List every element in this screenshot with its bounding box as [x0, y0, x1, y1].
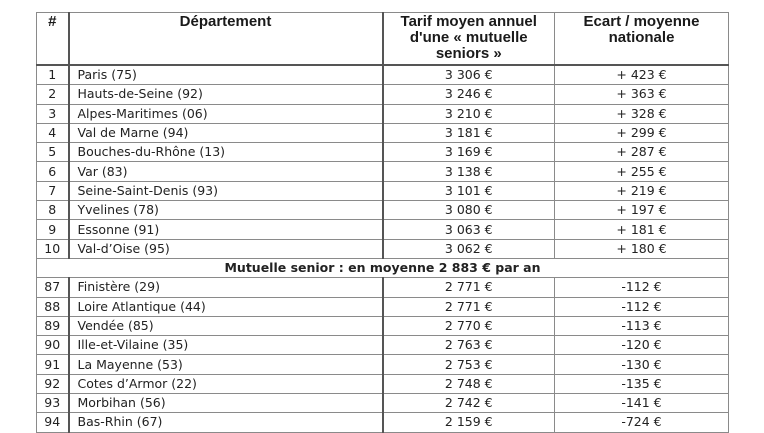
department-cell: Vendée (85)	[69, 316, 383, 335]
tariff-cell: 3 063 €	[383, 220, 555, 239]
gap-cell: + 197 €	[555, 201, 729, 220]
table-row	[37, 143, 729, 162]
department-cell: Essonne (91)	[69, 220, 383, 239]
header-gap: Ecart / moyenne nationale	[555, 13, 729, 66]
table-row	[37, 123, 729, 142]
national-average-label: Mutuelle senior : en moyenne 2 883 € par an	[37, 258, 729, 277]
gap-cell: -724 €	[555, 413, 729, 432]
gap-cell: + 328 €	[555, 104, 729, 123]
gap-cell: + 363 €	[555, 85, 729, 104]
rank-cell: 90	[37, 336, 69, 355]
tariff-cell: 2 742 €	[383, 394, 555, 413]
gap-cell: -141 €	[555, 394, 729, 413]
table-row	[37, 239, 729, 258]
rank-cell: 4	[37, 123, 69, 142]
table-row	[37, 65, 729, 85]
department-cell: Bouches-du-Rhône (13)	[69, 143, 383, 162]
table-row	[37, 374, 729, 393]
department-cell: La Mayenne (53)	[69, 355, 383, 374]
gap-cell: -135 €	[555, 374, 729, 393]
gap-cell: -112 €	[555, 278, 729, 297]
rank-cell: 7	[37, 181, 69, 200]
department-cell: Yvelines (78)	[69, 201, 383, 220]
department-cell: Hauts-de-Seine (92)	[69, 85, 383, 104]
department-cell: Val de Marne (94)	[69, 123, 383, 142]
department-cell: Var (83)	[69, 162, 383, 181]
table-row	[37, 336, 729, 355]
gap-cell: -120 €	[555, 336, 729, 355]
rank-cell: 2	[37, 85, 69, 104]
tariff-cell: 2 771 €	[383, 297, 555, 316]
rank-cell: 89	[37, 316, 69, 335]
bottom-rows	[37, 278, 729, 432]
rank-cell: 88	[37, 297, 69, 316]
table-row	[37, 355, 729, 374]
gap-cell: -113 €	[555, 316, 729, 335]
rank-cell: 93	[37, 394, 69, 413]
gap-cell: + 423 €	[555, 65, 729, 85]
department-cell: Ille-et-Vilaine (35)	[69, 336, 383, 355]
tariff-cell: 3 210 €	[383, 104, 555, 123]
department-cell: Morbihan (56)	[69, 394, 383, 413]
gap-cell: + 219 €	[555, 181, 729, 200]
rank-cell: 94	[37, 413, 69, 432]
national-average-row	[37, 258, 729, 277]
tariff-cell: 3 062 €	[383, 239, 555, 258]
table-header-row	[37, 13, 729, 66]
top-rows	[37, 65, 729, 258]
tariff-cell: 2 763 €	[383, 336, 555, 355]
table-row	[37, 85, 729, 104]
table-row	[37, 181, 729, 200]
table-row	[37, 297, 729, 316]
tariff-cell: 3 181 €	[383, 123, 555, 142]
department-cell: Seine-Saint-Denis (93)	[69, 181, 383, 200]
table-row	[37, 413, 729, 432]
department-cell: Paris (75)	[69, 65, 383, 85]
rank-cell: 10	[37, 239, 69, 258]
gap-cell: + 287 €	[555, 143, 729, 162]
gap-cell: + 299 €	[555, 123, 729, 142]
tariff-cell: 3 169 €	[383, 143, 555, 162]
rank-cell: 87	[37, 278, 69, 297]
gap-cell: -112 €	[555, 297, 729, 316]
rank-cell: 91	[37, 355, 69, 374]
header-department: Département	[69, 13, 383, 66]
rank-cell: 8	[37, 201, 69, 220]
table-row	[37, 394, 729, 413]
tariff-cell: 2 159 €	[383, 413, 555, 432]
tariff-cell: 3 306 €	[383, 65, 555, 85]
table-row	[37, 162, 729, 181]
rank-cell: 6	[37, 162, 69, 181]
department-cell: Cotes d’Armor (22)	[69, 374, 383, 393]
tariff-cell: 3 101 €	[383, 181, 555, 200]
tariff-cell: 3 246 €	[383, 85, 555, 104]
rank-cell: 5	[37, 143, 69, 162]
department-cell: Bas-Rhin (67)	[69, 413, 383, 432]
gap-cell: + 255 €	[555, 162, 729, 181]
tariff-cell: 3 138 €	[383, 162, 555, 181]
rank-cell: 9	[37, 220, 69, 239]
department-cell: Loire Atlantique (44)	[69, 297, 383, 316]
department-cell: Finistère (29)	[69, 278, 383, 297]
header-tariff: Tarif moyen annuel d'une « mutuelle seniors »	[383, 13, 555, 66]
gap-cell: -130 €	[555, 355, 729, 374]
table-row	[37, 220, 729, 239]
table-row	[37, 104, 729, 123]
table-row	[37, 201, 729, 220]
department-cell: Alpes-Maritimes (06)	[69, 104, 383, 123]
rank-cell: 3	[37, 104, 69, 123]
table-row	[37, 316, 729, 335]
department-cell: Val-d’Oise (95)	[69, 239, 383, 258]
tariff-cell: 2 748 €	[383, 374, 555, 393]
tariff-cell: 2 771 €	[383, 278, 555, 297]
table-row	[37, 278, 729, 297]
rank-cell: 1	[37, 65, 69, 85]
header-rank: #	[37, 13, 69, 66]
tariff-cell: 3 080 €	[383, 201, 555, 220]
tariff-cell: 2 770 €	[383, 316, 555, 335]
gap-cell: + 181 €	[555, 220, 729, 239]
rank-cell: 92	[37, 374, 69, 393]
ranking-table	[36, 12, 729, 433]
tariff-cell: 2 753 €	[383, 355, 555, 374]
gap-cell: + 180 €	[555, 239, 729, 258]
